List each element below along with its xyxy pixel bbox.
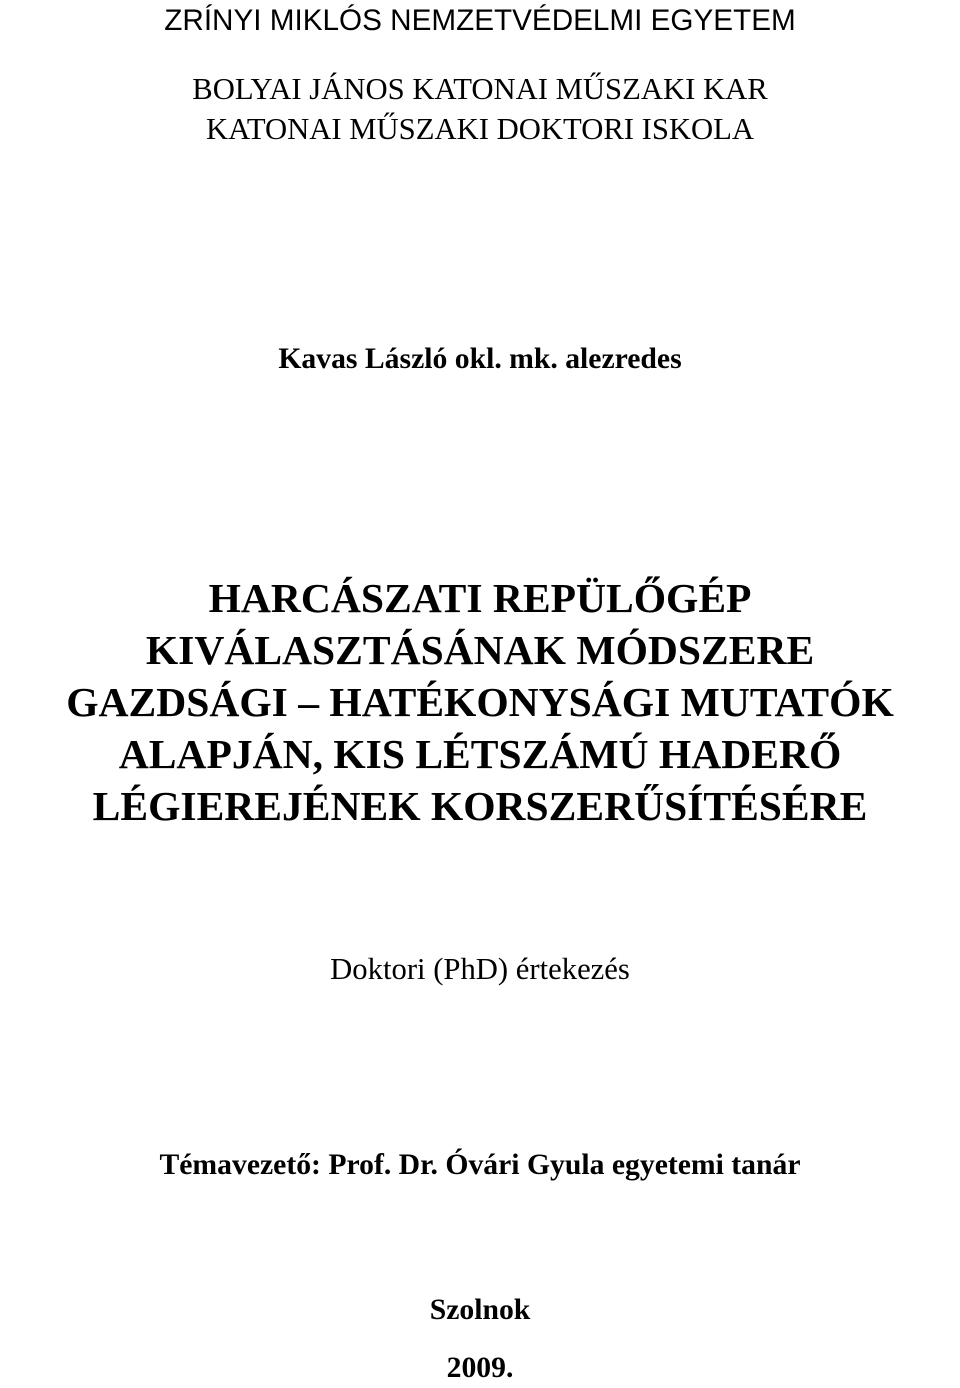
thesis-title-line: HARCÁSZATI REPÜLŐGÉP: [208, 575, 752, 621]
thesis-title-line: KIVÁLASZTÁSÁNAK MÓDSZERE: [145, 627, 815, 673]
thesis-title-line: GAZDSÁGI – HATÉKONYSÁGI MUTATÓK: [66, 679, 894, 725]
place: Szolnok: [429, 1294, 531, 1326]
university-name: ZRÍNYI MIKLÓS NEMZETVÉDELMI EGYETEM: [164, 4, 796, 37]
faculty-name: BOLYAI JÁNOS KATONAI MŰSZAKI KAR: [192, 72, 768, 106]
thesis-title-line: ALAPJÁN, KIS LÉTSZÁMÚ HADERŐ: [118, 731, 842, 777]
year: 2009.: [446, 1352, 514, 1384]
thesis-title-line: LÉGIEREJÉNEK KORSZERŰSÍTÉSÉRE: [92, 783, 868, 829]
doctoral-school-name: KATONAI MŰSZAKI DOKTORI ISKOLA: [205, 112, 755, 146]
document-type: Doktori (PhD) értekezés: [330, 952, 630, 986]
author-name: Kavas László okl. mk. alezredes: [278, 343, 682, 375]
supervisor: Témavezető: Prof. Dr. Óvári Gyula egyetemi tanár: [159, 1149, 801, 1181]
